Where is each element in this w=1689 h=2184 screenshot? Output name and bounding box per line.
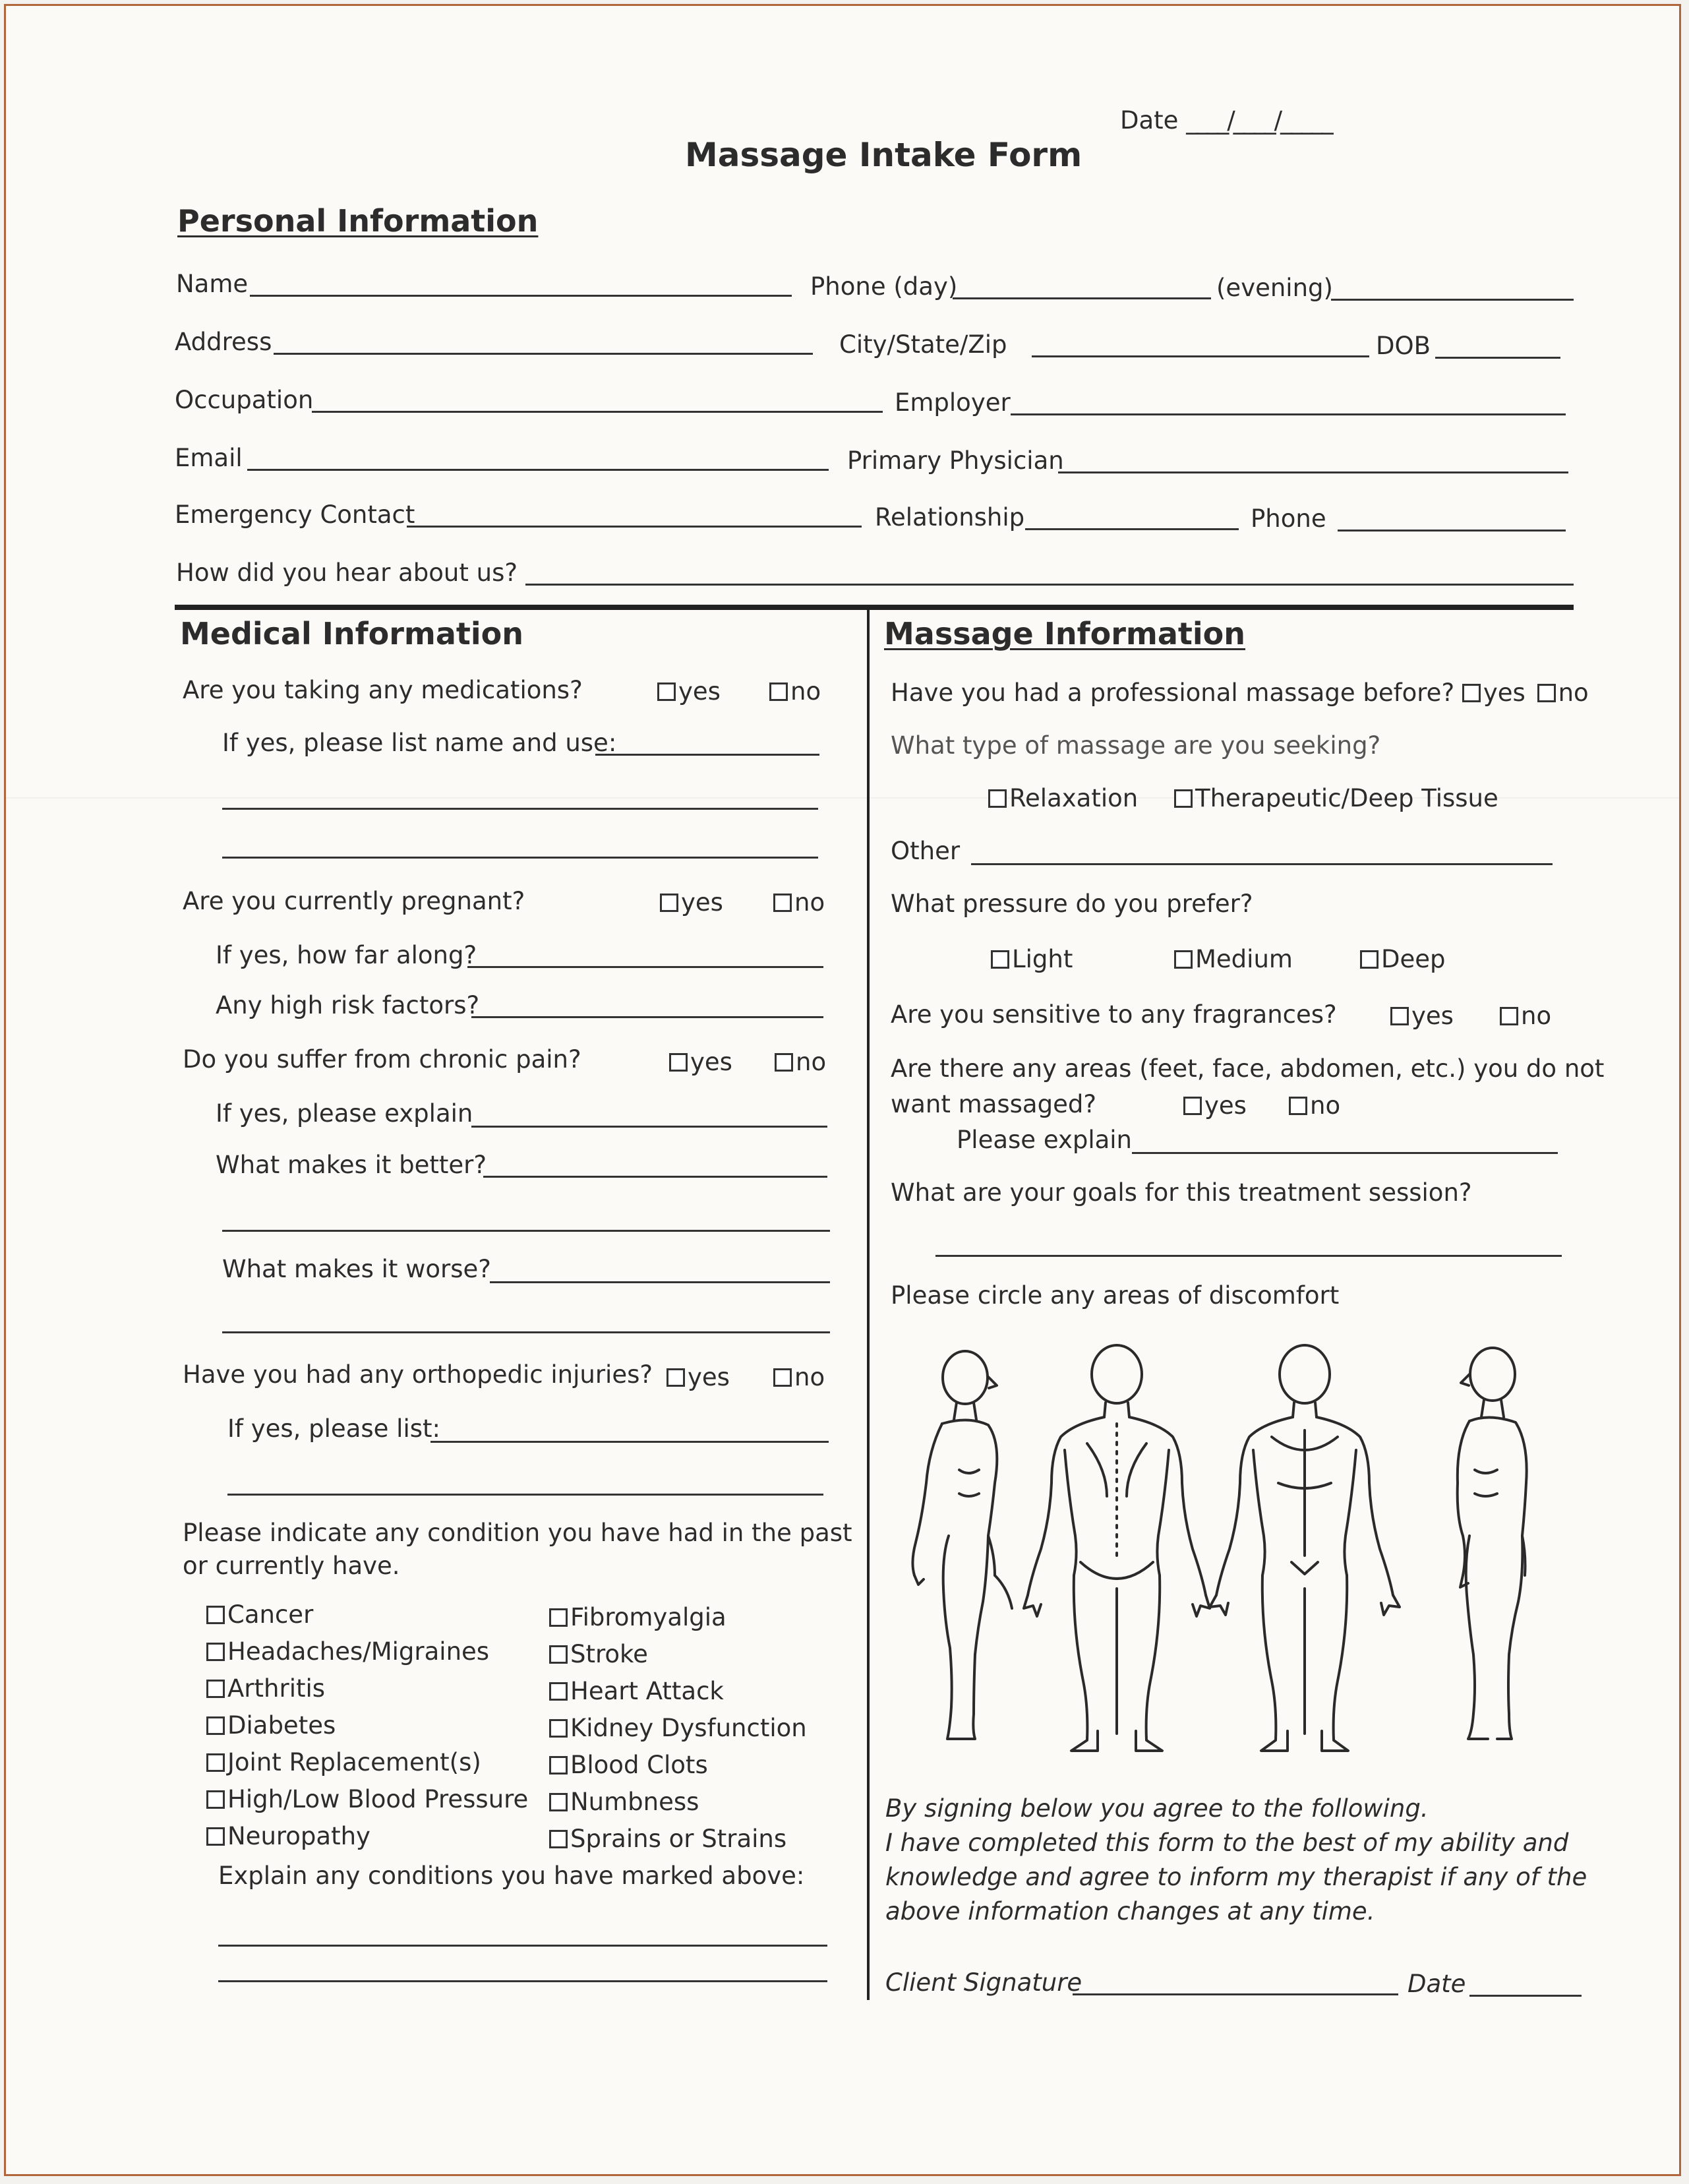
ortho-list-label: If yes, please list:: [227, 1414, 440, 1443]
condition-checkbox[interactable]: [549, 1756, 568, 1774]
personal-heading: Personal Information: [177, 203, 539, 239]
signature-input[interactable]: [1074, 1967, 1397, 1993]
condition-checkbox[interactable]: [549, 1793, 568, 1811]
chronic-no-checkbox[interactable]: [775, 1053, 793, 1072]
agreement-line-4: above information changes at any time.: [885, 1897, 1375, 1926]
city-label: City/State/Zip: [839, 330, 1007, 359]
chronic-question: Do you suffer from chronic pain?: [183, 1045, 581, 1074]
medications-list-input-2[interactable]: [223, 781, 817, 808]
email-label: Email: [175, 444, 243, 472]
medications-yes-label: yes: [678, 677, 721, 706]
areas-yes-label: yes: [1204, 1091, 1247, 1120]
pressure-light-option[interactable]: [991, 945, 1073, 974]
fragrance-yes-checkbox[interactable]: [1390, 1007, 1409, 1025]
areas-no-option[interactable]: [1289, 1091, 1340, 1120]
dob-label: DOB: [1376, 332, 1431, 360]
explain-conditions-input-1[interactable]: [220, 1918, 826, 1945]
column-divider: [867, 610, 870, 2000]
medications-list-line-1: [595, 754, 819, 756]
address-line: [274, 353, 813, 355]
goals-input[interactable]: [937, 1228, 1560, 1255]
ortho-no-option[interactable]: [773, 1363, 825, 1392]
medications-list-input-1[interactable]: [597, 727, 818, 754]
form-title: Massage Intake Form: [685, 136, 1082, 174]
condition-checkbox[interactable]: [206, 1680, 225, 1698]
condition-checkbox[interactable]: [206, 1753, 225, 1772]
body-diagram[interactable]: [896, 1338, 1562, 1773]
risk-line: [471, 1016, 823, 1018]
signature-label: Client Signature: [885, 1968, 1082, 1997]
evening-label: (evening): [1216, 274, 1333, 302]
body-side-left-facing[interactable]: [1458, 1348, 1527, 1739]
worse-input-1[interactable]: [491, 1255, 829, 1281]
form-page: [4, 4, 1681, 2176]
better-input-1[interactable]: [485, 1149, 826, 1176]
pressure-question: What pressure do you prefer?: [891, 890, 1253, 918]
condition-checkbox[interactable]: [206, 1790, 225, 1809]
date-field[interactable]: [1186, 104, 1397, 130]
areas-question-2: want massaged?: [891, 1090, 1096, 1118]
condition-label: Fibromyalgia: [570, 1603, 726, 1631]
condition-diabetes[interactable]: [206, 1711, 336, 1740]
relaxation-label: Relaxation: [1009, 784, 1139, 812]
medications-yes-checkbox[interactable]: [657, 682, 676, 701]
risk-label: Any high risk factors?: [216, 991, 480, 1019]
areas-explain-input[interactable]: [1133, 1126, 1556, 1152]
dob-input[interactable]: [1437, 330, 1559, 357]
other-line: [971, 863, 1553, 865]
address-label: Address: [175, 328, 272, 356]
ortho-yes-checkbox[interactable]: [667, 1368, 685, 1387]
condition-label: Numbness: [570, 1788, 699, 1816]
pressure-medium-option[interactable]: [1174, 945, 1293, 974]
condition-label: Kidney Dysfunction: [570, 1714, 807, 1742]
areas-explain-line: [1132, 1152, 1558, 1154]
condition-checkbox[interactable]: [549, 1608, 568, 1627]
relaxation-checkbox[interactable]: [988, 789, 1007, 808]
pregnant-yes-checkbox[interactable]: [660, 894, 678, 912]
relationship-label: Relationship: [875, 503, 1025, 531]
pressure-light-label: Light: [1012, 945, 1073, 973]
condition-checkbox[interactable]: [206, 1827, 225, 1846]
date-label-text: Date: [1120, 106, 1179, 135]
signature-date-line: [1469, 1995, 1582, 1997]
ortho-no-checkbox[interactable]: [773, 1368, 792, 1387]
signature-date-input[interactable]: [1471, 1968, 1580, 1995]
discomfort-label: Please circle any areas of discomfort: [891, 1281, 1340, 1310]
worse-input-2[interactable]: [223, 1305, 829, 1331]
condition-checkbox[interactable]: [549, 1682, 568, 1701]
phone-day-label: Phone (day): [810, 272, 958, 301]
phone-evening-line: [1331, 299, 1574, 301]
city-input[interactable]: [1033, 329, 1368, 355]
hear-input[interactable]: [527, 557, 1572, 584]
conditions-question-1: Please indicate any condition you have had in the past: [183, 1519, 852, 1547]
condition-label: Diabetes: [227, 1711, 336, 1740]
medications-list-label: If yes, please list name and use:: [222, 729, 617, 757]
type-question: What type of massage are you seeking?: [891, 731, 1381, 760]
pressure-deep-label: Deep: [1381, 945, 1446, 973]
ortho-list-input-2[interactable]: [229, 1467, 822, 1494]
emergency-label: Emergency Contact: [175, 501, 415, 529]
therapeutic-option[interactable]: [1174, 784, 1498, 813]
areas-yes-checkbox[interactable]: [1183, 1097, 1202, 1115]
phone-evening-input[interactable]: [1332, 272, 1572, 299]
condition-numbness[interactable]: [549, 1788, 699, 1817]
employer-input[interactable]: [1012, 387, 1564, 413]
ortho-list-input-1[interactable]: [432, 1414, 827, 1441]
medications-question: Are you taking any medications?: [183, 676, 583, 704]
hear-label: How did you hear about us?: [176, 559, 518, 587]
how-far-line: [467, 966, 823, 968]
massage-before-no-label: no: [1558, 679, 1589, 707]
pregnant-no-option[interactable]: [773, 888, 825, 917]
risk-input[interactable]: [473, 990, 822, 1016]
address-input[interactable]: [275, 326, 812, 353]
condition-label: Headaches/Migraines: [227, 1637, 490, 1666]
how-far-input[interactable]: [469, 940, 822, 966]
email-line: [247, 469, 829, 471]
emergency-input[interactable]: [408, 499, 860, 526]
condition-checkbox[interactable]: [549, 1719, 568, 1738]
agreement-line-2: I have completed this form to the best of my ability and: [885, 1829, 1569, 1857]
chronic-yes-label: yes: [690, 1048, 732, 1076]
condition-checkbox[interactable]: [206, 1606, 225, 1624]
signature-line: [1073, 1993, 1398, 1995]
condition-headaches[interactable]: [206, 1637, 489, 1666]
condition-label: Cancer: [227, 1600, 314, 1629]
medications-list-line-3: [222, 857, 818, 859]
better-label: What makes it better?: [216, 1151, 487, 1179]
body-back[interactable]: [1024, 1345, 1210, 1751]
medications-list-input-3[interactable]: [223, 830, 817, 857]
massage-before-yes-checkbox[interactable]: [1462, 684, 1481, 702]
occupation-input[interactable]: [313, 384, 881, 411]
better-input-2[interactable]: [223, 1203, 829, 1230]
massage-before-text: Have you had a professional massage before?: [891, 679, 1455, 707]
chronic-no-label: no: [796, 1048, 827, 1076]
condition-arthritis[interactable]: [206, 1674, 325, 1703]
medications-no-option[interactable]: [769, 677, 821, 706]
ortho-no-label: no: [794, 1363, 825, 1391]
massage-heading: Massage Information: [884, 616, 1246, 652]
ortho-yes-label: yes: [688, 1363, 730, 1391]
condition-checkbox[interactable]: [549, 1830, 568, 1848]
worse-line-2: [222, 1331, 830, 1333]
condition-sprains[interactable]: [549, 1825, 786, 1854]
occupation-line: [312, 411, 883, 413]
areas-no-checkbox[interactable]: [1289, 1097, 1307, 1115]
condition-blood-clots[interactable]: [549, 1751, 708, 1780]
date-blank: ____/____/_____: [1186, 106, 1332, 135]
ortho-list-line-2: [227, 1494, 823, 1496]
condition-label: Sprains or Strains: [570, 1825, 787, 1853]
explain-conditions-label: Explain any conditions you have marked above:: [218, 1862, 805, 1890]
name-label: Name: [176, 270, 249, 298]
other-label: Other: [891, 837, 961, 865]
areas-question-1: Are there any areas (feet, face, abdomen, etc.) you do not: [891, 1054, 1605, 1083]
pressure-medium-label: Medium: [1195, 945, 1293, 973]
massage-before-yes-label: yes: [1483, 679, 1526, 707]
ortho-question: Have you had any orthopedic injuries?: [183, 1360, 653, 1389]
other-input[interactable]: [972, 837, 1551, 863]
chronic-no-option[interactable]: [775, 1048, 826, 1077]
condition-cancer[interactable]: [206, 1600, 313, 1629]
areas-explain-label: Please explain: [957, 1126, 1133, 1154]
pressure-deep-option[interactable]: [1360, 945, 1446, 974]
city-line: [1032, 355, 1369, 357]
condition-heart-attack[interactable]: [549, 1677, 724, 1706]
body-side-right-facing[interactable]: [912, 1351, 1012, 1739]
condition-kidney[interactable]: [549, 1714, 807, 1743]
therapeutic-checkbox[interactable]: [1174, 789, 1193, 808]
chronic-yes-option[interactable]: [669, 1048, 732, 1077]
email-input[interactable]: [249, 442, 827, 469]
pregnant-no-label: no: [794, 888, 825, 917]
explain-conditions-line-1: [218, 1945, 827, 1947]
better-line-1: [483, 1176, 827, 1178]
physician-label: Primary Physician: [847, 446, 1064, 475]
emergency-phone-label: Phone: [1251, 504, 1326, 533]
physician-line: [1058, 471, 1568, 473]
condition-label: Stroke: [570, 1640, 648, 1668]
condition-label: High/Low Blood Pressure: [227, 1785, 529, 1813]
massage-before-question: [891, 679, 1589, 708]
pregnant-yes-option[interactable]: [660, 888, 723, 917]
agreement-line-1: By signing below you agree to the following.: [885, 1794, 1429, 1823]
fragrance-no-option[interactable]: [1500, 1002, 1551, 1031]
pressure-deep-checkbox[interactable]: [1360, 950, 1378, 969]
emergency-line: [407, 526, 862, 528]
phone-day-input[interactable]: [954, 271, 1210, 297]
body-front[interactable]: [1210, 1345, 1400, 1751]
fragrance-yes-label: yes: [1411, 1002, 1454, 1030]
condition-fibromyalgia[interactable]: [549, 1603, 726, 1632]
fragrance-question: Are you sensitive to any fragrances?: [891, 1000, 1337, 1029]
conditions-question-2: or currently have.: [183, 1552, 400, 1580]
pregnant-question: Are you currently pregnant?: [183, 887, 525, 915]
condition-joint-replacement[interactable]: [206, 1748, 481, 1777]
relaxation-option[interactable]: [988, 784, 1138, 813]
dob-line: [1435, 357, 1560, 359]
condition-label: Arthritis: [227, 1674, 326, 1703]
condition-checkbox[interactable]: [549, 1645, 568, 1664]
medical-heading: Medical Information: [180, 616, 524, 652]
explain-label: If yes, please explain: [216, 1099, 473, 1128]
occupation-label: Occupation: [175, 386, 314, 414]
signature-date-label: Date: [1408, 1970, 1466, 1998]
condition-neuropathy[interactable]: [206, 1822, 370, 1851]
condition-checkbox[interactable]: [206, 1716, 225, 1735]
phone-day-line: [953, 297, 1211, 299]
ortho-list-line-1: [430, 1441, 829, 1443]
worse-line-1: [490, 1281, 830, 1283]
fragrance-no-checkbox[interactable]: [1500, 1007, 1518, 1025]
employer-label: Employer: [895, 388, 1011, 417]
ortho-yes-option[interactable]: [667, 1363, 730, 1392]
chronic-yes-checkbox[interactable]: [669, 1053, 688, 1072]
worse-label: What makes it worse?: [222, 1255, 491, 1283]
name-input[interactable]: [251, 268, 790, 295]
explain-input[interactable]: [473, 1099, 826, 1126]
emergency-phone-line: [1338, 530, 1566, 531]
medications-list-line-2: [222, 808, 818, 810]
areas-yes-option[interactable]: [1183, 1091, 1247, 1120]
pressure-medium-checkbox[interactable]: [1174, 950, 1193, 969]
pregnant-yes-label: yes: [681, 888, 723, 917]
areas-no-label: no: [1310, 1091, 1341, 1120]
fragrance-yes-option[interactable]: [1390, 1002, 1454, 1031]
relationship-line: [1025, 528, 1239, 530]
physician-input[interactable]: [1059, 445, 1567, 471]
condition-label: Blood Clots: [570, 1751, 708, 1779]
how-far-label: If yes, how far along?: [216, 941, 477, 969]
fragrance-no-label: no: [1521, 1002, 1552, 1030]
massage-before-no-checkbox[interactable]: [1537, 684, 1556, 702]
agreement-line-3: knowledge and agree to inform my therapist if any of the: [885, 1863, 1587, 1891]
condition-stroke[interactable]: [549, 1640, 648, 1669]
relationship-input[interactable]: [1026, 502, 1237, 528]
medications-no-label: no: [790, 677, 821, 706]
name-line: [250, 295, 792, 297]
therapeutic-label: Therapeutic/Deep Tissue: [1195, 784, 1498, 812]
employer-line: [1011, 413, 1566, 415]
explain-line: [471, 1126, 827, 1128]
condition-label: Joint Replacement(s): [227, 1748, 481, 1776]
explain-conditions-line-2: [218, 1980, 827, 1982]
pregnant-no-checkbox[interactable]: [773, 894, 792, 912]
medications-yes-option[interactable]: [657, 677, 721, 706]
better-line-2: [222, 1230, 830, 1232]
pressure-light-checkbox[interactable]: [991, 950, 1009, 969]
medications-no-checkbox[interactable]: [769, 682, 788, 701]
goals-line: [935, 1255, 1562, 1257]
goals-question: What are your goals for this treatment session?: [891, 1178, 1472, 1207]
condition-label: Neuropathy: [227, 1822, 370, 1850]
section-divider: [175, 605, 1574, 610]
condition-label: Heart Attack: [570, 1677, 724, 1705]
condition-blood-pressure[interactable]: [206, 1785, 528, 1814]
condition-checkbox[interactable]: [206, 1643, 225, 1661]
emergency-phone-input[interactable]: [1339, 503, 1564, 530]
hear-line: [525, 584, 1574, 586]
explain-conditions-input-2[interactable]: [220, 1954, 826, 1980]
